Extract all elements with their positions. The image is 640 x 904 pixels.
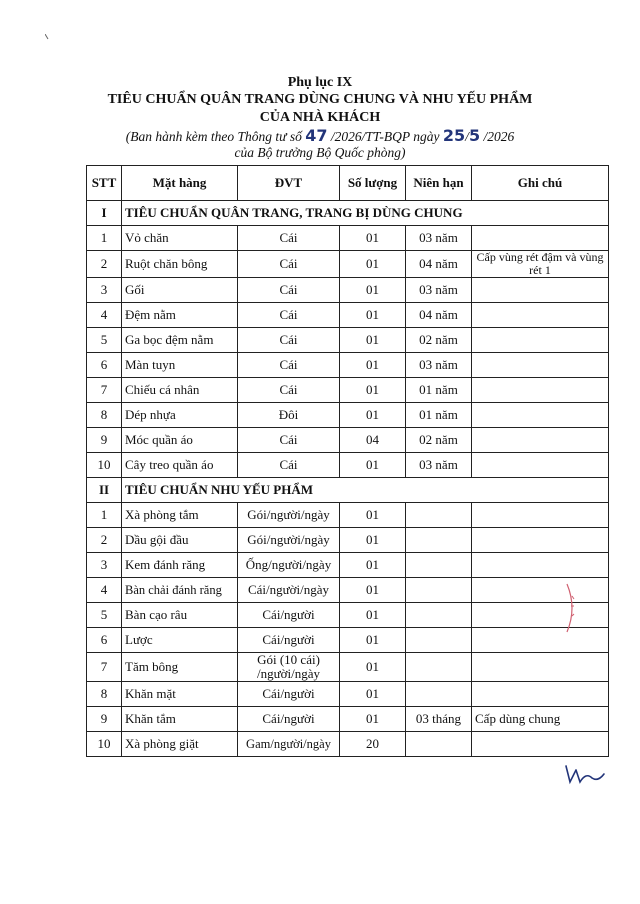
cell-item: Dầu gội đầu bbox=[122, 528, 238, 553]
cell-quantity: 01 bbox=[340, 353, 406, 378]
cell-unit: Cái/người bbox=[238, 628, 340, 653]
section-number: II bbox=[87, 478, 122, 503]
table-row bbox=[87, 628, 609, 653]
document-title-line2: CỦA NHÀ KHÁCH bbox=[259, 110, 381, 125]
cell-stt: 4 bbox=[87, 303, 122, 328]
cell-quantity: 01 bbox=[340, 328, 406, 353]
cell-unit: Đôi bbox=[238, 403, 340, 428]
issuance-reference: (Ban hành kèm theo Thông tư số 47 /2026/TT-BQP ngày 25/5 /2026 bbox=[125, 126, 515, 145]
cell-item: Móc quần áo bbox=[122, 428, 238, 453]
table-row bbox=[87, 528, 609, 553]
cell-term: 03 năm bbox=[406, 278, 472, 303]
issuing-authority: của Bộ trưởng Bộ Quốc phòng) bbox=[234, 145, 406, 160]
table-row bbox=[87, 553, 609, 578]
table-row bbox=[87, 251, 609, 278]
cell-unit: Cái bbox=[238, 251, 340, 278]
standards-table bbox=[86, 165, 609, 757]
cell-quantity: 01 bbox=[340, 682, 406, 707]
cell-quantity: 01 bbox=[340, 403, 406, 428]
column-header-unit: ĐVT bbox=[238, 166, 340, 201]
cell-note bbox=[472, 603, 609, 628]
cell-item: Chiếu cá nhân bbox=[122, 378, 238, 403]
cell-item: Lược bbox=[122, 628, 238, 653]
cell-item: Xà phòng tắm bbox=[122, 503, 238, 528]
cell-note bbox=[472, 353, 609, 378]
cell-item: Màn tuyn bbox=[122, 353, 238, 378]
cell-note bbox=[472, 378, 609, 403]
cell-unit: Gói (10 cái) /người/ngày bbox=[238, 653, 340, 682]
cell-item: Khăn tắm bbox=[122, 707, 238, 732]
table-header-row bbox=[87, 166, 609, 201]
cell-term: 03 năm bbox=[406, 226, 472, 251]
cell-unit: Cái bbox=[238, 428, 340, 453]
cell-stt: 1 bbox=[87, 226, 122, 251]
column-header-stt: STT bbox=[87, 166, 122, 201]
cell-unit: Gam/người/ngày bbox=[238, 732, 340, 757]
cell-term: 02 năm bbox=[406, 328, 472, 353]
table-row bbox=[87, 578, 609, 603]
cell-item: Gối bbox=[122, 278, 238, 303]
column-header-item: Mặt hàng bbox=[122, 166, 238, 201]
cell-note bbox=[472, 578, 609, 603]
cell-stt: 4 bbox=[87, 578, 122, 603]
cell-quantity: 01 bbox=[340, 453, 406, 478]
cell-stt: 2 bbox=[87, 528, 122, 553]
cell-unit: Cái bbox=[238, 328, 340, 353]
cell-quantity: 01 bbox=[340, 503, 406, 528]
cell-item: Cây treo quần áo bbox=[122, 453, 238, 478]
cell-stt: 2 bbox=[87, 251, 122, 278]
cell-item: Vỏ chăn bbox=[122, 226, 238, 251]
cell-quantity: 01 bbox=[340, 553, 406, 578]
table-row bbox=[87, 732, 609, 757]
cell-unit: Cái bbox=[238, 378, 340, 403]
cell-unit: Cái/người bbox=[238, 707, 340, 732]
cell-note bbox=[472, 303, 609, 328]
cell-term: 01 năm bbox=[406, 378, 472, 403]
cell-stt: 6 bbox=[87, 353, 122, 378]
cell-quantity: 01 bbox=[340, 578, 406, 603]
cell-term bbox=[406, 553, 472, 578]
cell-term bbox=[406, 603, 472, 628]
cell-quantity: 01 bbox=[340, 251, 406, 278]
cell-unit: Ống/người/ngày bbox=[238, 553, 340, 578]
table-row bbox=[87, 303, 609, 328]
cell-term: 02 năm bbox=[406, 428, 472, 453]
handwritten-initials bbox=[562, 762, 606, 786]
cell-stt: 10 bbox=[87, 453, 122, 478]
cell-item: Ruột chăn bông bbox=[122, 251, 238, 278]
section-title: TIÊU CHUẨN QUÂN TRANG, TRANG BỊ DÙNG CHUNG bbox=[122, 201, 609, 226]
handwritten-month: 5 bbox=[468, 126, 481, 145]
partial-seal-stamp bbox=[563, 582, 579, 634]
cell-term bbox=[406, 653, 472, 682]
cell-note: Cấp vùng rét đậm và vùng rét 1 bbox=[472, 251, 609, 278]
cell-term: 01 năm bbox=[406, 403, 472, 428]
cell-quantity: 20 bbox=[340, 732, 406, 757]
cell-quantity: 01 bbox=[340, 628, 406, 653]
table-row bbox=[87, 707, 609, 732]
table-row bbox=[87, 353, 609, 378]
cell-unit: Cái/người bbox=[238, 603, 340, 628]
cell-item: Đệm nằm bbox=[122, 303, 238, 328]
cell-stt: 8 bbox=[87, 682, 122, 707]
table-row bbox=[87, 603, 609, 628]
handwritten-circular-number: 47 bbox=[305, 126, 328, 145]
cell-term bbox=[406, 503, 472, 528]
cell-note bbox=[472, 682, 609, 707]
table-row bbox=[87, 403, 609, 428]
appendix-label: Phụ lục IX bbox=[287, 75, 353, 90]
cell-item: Kem đánh răng bbox=[122, 553, 238, 578]
table-row bbox=[87, 226, 609, 251]
cell-unit: Gói/người/ngày bbox=[238, 528, 340, 553]
cell-item: Khăn mặt bbox=[122, 682, 238, 707]
cell-note bbox=[472, 403, 609, 428]
cell-unit: Cái/người bbox=[238, 682, 340, 707]
table-row bbox=[87, 682, 609, 707]
table-row bbox=[87, 428, 609, 453]
cell-stt: 1 bbox=[87, 503, 122, 528]
cell-term bbox=[406, 732, 472, 757]
handwritten-day: 25 bbox=[442, 126, 466, 145]
cell-stt: 7 bbox=[87, 378, 122, 403]
cell-stt: 3 bbox=[87, 278, 122, 303]
cell-note bbox=[472, 653, 609, 682]
table-row bbox=[87, 278, 609, 303]
cell-term bbox=[406, 528, 472, 553]
document-title-line1: TIÊU CHUẨN QUÂN TRANG DÙNG CHUNG VÀ NHU YẾU PHẨM bbox=[107, 92, 533, 107]
table-row bbox=[87, 653, 609, 682]
cell-note: Cấp dùng chung bbox=[472, 707, 609, 732]
scan-mark bbox=[45, 34, 49, 40]
column-header-quantity: Số lượng bbox=[340, 166, 406, 201]
cell-quantity: 01 bbox=[340, 226, 406, 251]
cell-unit: Gói/người/ngày bbox=[238, 503, 340, 528]
cell-stt: 7 bbox=[87, 653, 122, 682]
cell-term: 03 năm bbox=[406, 453, 472, 478]
table-row bbox=[87, 378, 609, 403]
table-row bbox=[87, 453, 609, 478]
cell-unit: Cái bbox=[238, 226, 340, 251]
table-row bbox=[87, 503, 609, 528]
cell-note bbox=[472, 278, 609, 303]
cell-unit: Cái bbox=[238, 278, 340, 303]
cell-quantity: 01 bbox=[340, 528, 406, 553]
cell-term: 03 năm bbox=[406, 353, 472, 378]
cell-quantity: 01 bbox=[340, 303, 406, 328]
cell-item: Xà phòng giặt bbox=[122, 732, 238, 757]
cell-stt: 6 bbox=[87, 628, 122, 653]
cell-item: Dép nhựa bbox=[122, 403, 238, 428]
cell-quantity: 01 bbox=[340, 278, 406, 303]
cell-quantity: 01 bbox=[340, 603, 406, 628]
cell-stt: 5 bbox=[87, 603, 122, 628]
section-heading-row bbox=[87, 478, 609, 503]
cell-term: 04 năm bbox=[406, 303, 472, 328]
cell-note bbox=[472, 628, 609, 653]
table-row bbox=[87, 328, 609, 353]
cell-note bbox=[472, 553, 609, 578]
section-heading-row bbox=[87, 201, 609, 226]
section-number: I bbox=[87, 201, 122, 226]
cell-unit: Cái bbox=[238, 303, 340, 328]
cell-stt: 9 bbox=[87, 707, 122, 732]
cell-stt: 8 bbox=[87, 403, 122, 428]
cell-note bbox=[472, 503, 609, 528]
cell-note bbox=[472, 732, 609, 757]
cell-stt: 5 bbox=[87, 328, 122, 353]
cell-item: Tăm bông bbox=[122, 653, 238, 682]
cell-term bbox=[406, 628, 472, 653]
cell-quantity: 01 bbox=[340, 707, 406, 732]
column-header-term: Niên hạn bbox=[406, 166, 472, 201]
cell-item: Ga bọc đệm nằm bbox=[122, 328, 238, 353]
cell-quantity: 01 bbox=[340, 378, 406, 403]
cell-note bbox=[472, 453, 609, 478]
cell-unit: Cái bbox=[238, 353, 340, 378]
cell-unit: Cái/người/ngày bbox=[238, 578, 340, 603]
cell-note bbox=[472, 528, 609, 553]
cell-item: Bàn chải đánh răng bbox=[122, 578, 238, 603]
cell-note bbox=[472, 226, 609, 251]
cell-item: Bàn cạo râu bbox=[122, 603, 238, 628]
column-header-note: Ghi chú bbox=[472, 166, 609, 201]
cell-term bbox=[406, 578, 472, 603]
cell-note bbox=[472, 328, 609, 353]
cell-unit: Cái bbox=[238, 453, 340, 478]
cell-stt: 9 bbox=[87, 428, 122, 453]
cell-quantity: 01 bbox=[340, 653, 406, 682]
cell-quantity: 04 bbox=[340, 428, 406, 453]
cell-term bbox=[406, 682, 472, 707]
section-title: TIÊU CHUẨN NHU YẾU PHẨM bbox=[122, 478, 609, 503]
cell-term: 04 năm bbox=[406, 251, 472, 278]
cell-note bbox=[472, 428, 609, 453]
cell-stt: 10 bbox=[87, 732, 122, 757]
cell-stt: 3 bbox=[87, 553, 122, 578]
cell-term: 03 tháng bbox=[406, 707, 472, 732]
